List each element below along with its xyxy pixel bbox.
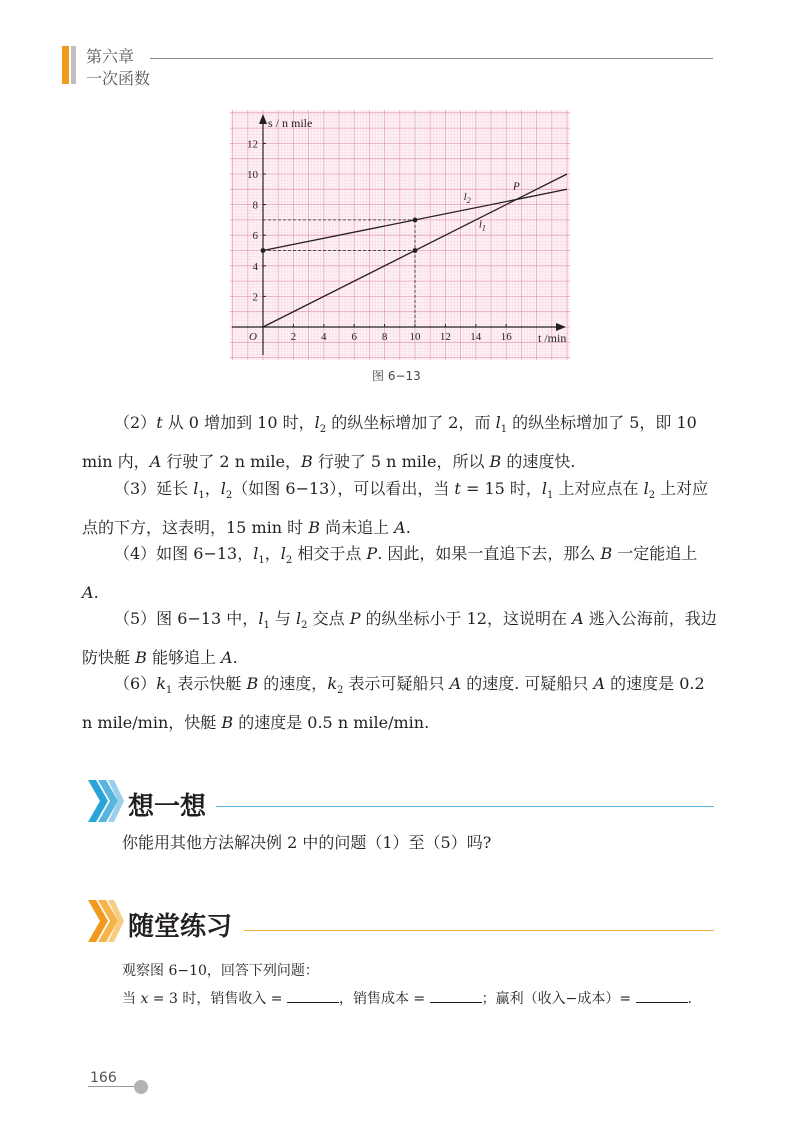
text-run: 行驶了 5 n mile，所以 (312, 452, 490, 472)
math-variable: l (253, 544, 259, 563)
text-run: 上对应点的下方，这表明，15 min 时 (82, 479, 709, 538)
text-run: 表示快艇 (172, 674, 247, 693)
y-tick-label: 2 (252, 291, 258, 304)
text-run: （6） (114, 674, 157, 693)
text-run: （5）图 6−13 中， (114, 609, 259, 628)
math-variable: A (449, 674, 462, 693)
subscript: 1 (198, 490, 205, 502)
text-run: 表示可疑船只 (343, 674, 450, 693)
subscript: 1 (263, 620, 270, 632)
data-point (413, 218, 418, 223)
math-variable: l (296, 609, 302, 628)
text-run: 交点 (307, 609, 350, 628)
x-tick-label: 6 (351, 331, 357, 343)
text-run: = 15 时， (460, 479, 542, 498)
math-variable: B (308, 518, 320, 538)
math-variable: l (220, 479, 226, 498)
header-accent-bar (62, 46, 69, 84)
figure-6-13-graph (230, 110, 570, 360)
text-run: （如图 6−13），可以看出，当 (232, 479, 455, 498)
subscript: 1 (547, 490, 554, 502)
text-run: 的速度快. (501, 452, 576, 472)
math-variable: l (280, 544, 286, 563)
math-variable: k (156, 674, 166, 693)
math-variable: B (300, 452, 313, 472)
y-tick-label: 10 (247, 169, 258, 181)
x-tick-label: 10 (409, 331, 421, 343)
math-variable: B (135, 648, 147, 668)
text-run: 从 0 增加到 10 时， (162, 413, 315, 432)
y-tick-label: 12 (247, 138, 258, 151)
text-run: 的速度是 0.2 n mile/min，快艇 (82, 674, 705, 733)
graph-paper-grid (230, 110, 570, 360)
data-point (413, 248, 418, 253)
header-rule (150, 58, 713, 59)
answer-blank-cost[interactable] (430, 988, 482, 1003)
math-variable: B (246, 674, 259, 693)
y-tick-label: 6 (252, 230, 258, 243)
text-run: 上对应点在 (553, 479, 644, 498)
text-run: 能够追上 (146, 648, 222, 668)
practice-text: . (687, 991, 692, 1007)
math-variable: l (314, 413, 320, 432)
text-run: ， (264, 544, 281, 563)
subscript: 2 (225, 490, 233, 502)
text-run: 的纵坐标增加了 2，而 (326, 413, 496, 432)
line-label-subscript: 1 (481, 223, 486, 233)
practice-instruction: 观察图 6−10，回答下列问题： (122, 963, 319, 979)
x-tick-label: 4 (321, 331, 327, 343)
text-run: （3）延长 (114, 479, 194, 498)
text-run: 的速度是 0.5 n mile/min. (233, 713, 430, 733)
x-tick-label: 14 (470, 331, 482, 343)
answer-blank-revenue[interactable] (287, 988, 339, 1003)
y-tick-label: 8 (252, 199, 258, 212)
paragraph-2 (82, 407, 718, 478)
text-run: 行驶了 2 n mile， (161, 452, 301, 472)
math-variable: k (327, 674, 338, 693)
x-tick-label: 12 (439, 331, 451, 343)
practice-text: 当 (122, 991, 141, 1007)
x-tick-label: 16 (500, 331, 512, 343)
x-tick-label: 2 (290, 331, 297, 343)
y-tick-label: 4 (252, 260, 258, 273)
math-variable: P (366, 544, 378, 563)
section-rule-think (216, 806, 714, 807)
math-variable: B (489, 452, 502, 472)
text-run: . 因此，如果一直追下去，那么 (377, 544, 601, 563)
text-run: 尚未追上 (319, 518, 395, 538)
line-label-l1: $l_1$ (478, 218, 486, 233)
text-run: 的纵坐标增加了 5，即 10 min 内， (82, 413, 697, 472)
origin-label: O (249, 331, 257, 343)
subscript: 1 (500, 424, 508, 436)
page-number-rule (88, 1086, 138, 1087)
text-run: 的纵坐标小于 12，这说明在 (360, 609, 573, 628)
math-variable: l (541, 479, 548, 498)
text-run: . (93, 583, 99, 603)
text-run: （2） (114, 413, 157, 432)
y-axis-label: s / n mile (268, 116, 313, 130)
math-variable: A (82, 583, 94, 603)
answer-blank-profit[interactable] (636, 988, 688, 1003)
text-run: 一定能追上 (612, 544, 698, 563)
practice-question (122, 988, 692, 1008)
math-variable: t (454, 479, 461, 498)
paragraph-4 (82, 538, 718, 609)
math-variable: A (149, 452, 162, 472)
text-run: 的速度. 可疑船只 (461, 674, 594, 693)
math-variable: A (221, 648, 233, 668)
figure-caption: 图 6−13 (372, 369, 421, 383)
line-label-subscript: 2 (466, 196, 471, 206)
think-question: 你能用其他方法解决例 2 中的问题（1）至（5）吗? (122, 833, 492, 852)
header-accent-bar-gray (71, 46, 76, 84)
subscript: 2 (285, 555, 293, 567)
chapter-title: 一次函数 (86, 69, 151, 88)
x-axis-label: t /min (538, 331, 567, 345)
section-rule-practice (244, 930, 714, 931)
subscript: 2 (301, 620, 308, 632)
text-run: ， (204, 479, 221, 498)
line-label-l2: $l_2$ (463, 191, 471, 206)
chapter-label: 第六章 (86, 47, 135, 66)
math-variable: P (349, 609, 361, 628)
subscript: 1 (165, 685, 173, 697)
point-label-p: P (513, 180, 520, 193)
page-number: 166 (90, 1070, 117, 1086)
math-variable: A (394, 518, 406, 538)
practice-text: = 3 时，销售收入 = (148, 991, 287, 1007)
text-run: . (232, 648, 238, 668)
practice-text: ；赢利（收入−成本）= (481, 991, 636, 1007)
paragraph-5 (82, 603, 718, 674)
math-variable: l (193, 479, 199, 498)
page-number-dot (134, 1080, 148, 1094)
practice-text: ，销售成本 = (338, 991, 430, 1007)
chevron-arrows-icon (88, 900, 124, 942)
math-variable: t (156, 413, 163, 432)
text-run: 与 (269, 609, 296, 628)
x-tick-label: 8 (381, 331, 388, 343)
math-variable: B (600, 544, 613, 563)
chevron-arrows-icon (88, 780, 124, 822)
math-variable: l (643, 479, 649, 498)
math-variable: l (495, 413, 501, 432)
subscript: 2 (648, 490, 656, 502)
math-variable: A (593, 674, 606, 693)
text-run: （4）如图 6−13， (114, 544, 254, 563)
paragraph-3 (82, 473, 718, 544)
text-run: 的速度， (258, 674, 328, 693)
math-variable: l (258, 609, 264, 628)
text-run: 逃入公海前，我边防快艇 (82, 609, 717, 668)
text-run: 相交于点 (292, 544, 367, 563)
paragraph-6 (82, 668, 718, 739)
section-title-practice: 随堂练习 (128, 912, 233, 942)
subscript: 2 (319, 424, 327, 436)
subscript: 1 (258, 555, 265, 567)
subscript: 2 (337, 685, 344, 697)
section-title-think: 想一想 (128, 792, 207, 822)
practice-var-x: x (140, 991, 149, 1007)
math-variable: B (221, 713, 234, 733)
text-run: . (405, 518, 411, 538)
math-variable: A (572, 609, 584, 628)
data-point (261, 248, 266, 253)
